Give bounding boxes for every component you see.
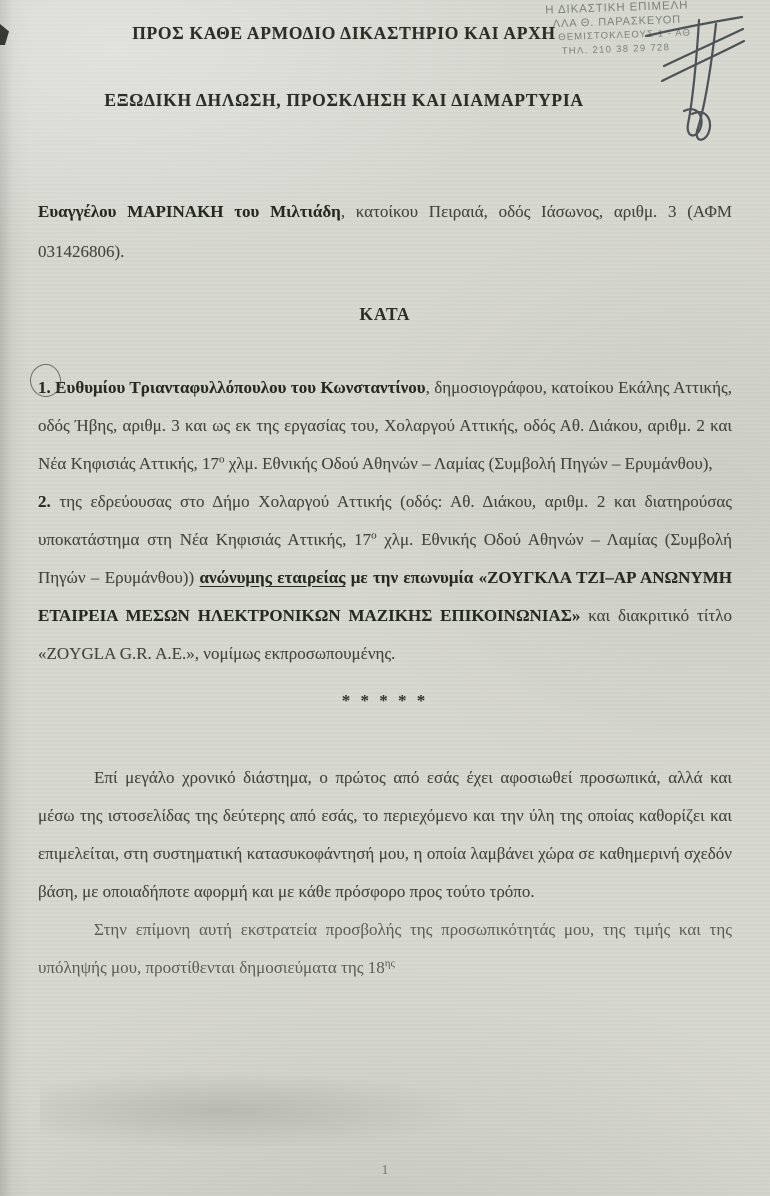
ordinal-superscript: ο <box>371 529 377 542</box>
body-paragraph-2-text: Στην επίμονη αυτή εκστρατεία προσβολής της προσωπικότητάς μου, της τιμής και της υπόληψής μου, προστίθενται δημοσιεύματα της 18 <box>38 920 732 977</box>
document-type-title: ΕΞΩΔΙΚΗ ΔΗΛΩΣΗ, ΠΡΟΣΚΛΗΣΗ ΚΑΙ ΔΙΑΜΑΡΤΥΡΙΑ <box>104 90 584 110</box>
defendant1-name: Ευθυμίου Τριανταφυλλόπουλου του Κωνσταντίνου <box>50 378 426 397</box>
stamp-line-1: Η ΔΙΚΑΣΤΙΚΗ ΕΠΙΜΕΛΗ <box>545 0 689 17</box>
defendant2-number: 2. <box>38 492 51 511</box>
page-number: 1 <box>381 1163 389 1178</box>
defendant1-paragraph <box>38 369 732 483</box>
ordinal-superscript: ο <box>219 453 225 466</box>
plaintiff-details: , κατοίκου Πειραιά, οδός Ιάσωνος, αριθμ. 3 (ΑΦΜ 031426806). <box>38 202 732 261</box>
stamp-line-3: ΘΕΜΙΣΤΟΚΛΕΟΥΣ 1 - ΑΘ <box>558 27 692 44</box>
ordinal-superscript: ης <box>384 957 395 970</box>
defendant2-details-b: χλμ. Εθνικής Οδού Αθηνών – Λαμίας (Συμβολή Πηγών – Ερυμάνθου)) <box>38 530 733 587</box>
scan-smudge <box>40 1072 470 1146</box>
defendant1-details-a: , δημοσιογράφου, κατοίκου Εκάλης Αττικής, οδός Ήβης, αριθμ. 3 και ως εκ της εργασίας του, Χολαργού Αττικής, οδός Αθ. Διάκου, αριθμ. 2 και Νέα Κηφισιάς Αττικής, 17 <box>38 378 732 473</box>
defendant1-number-circled <box>38 369 51 407</box>
body-paragraph-1: Επί μεγάλο χρονικό διάστημα, ο πρώτος από εσάς έχει αφοσιωθεί προσωπικά, αλλά και μέσω της ιστοσελίδας της δεύτερης από εσάς, το περιεχόμενο και την ύλη της οποίας καθορίζει και επιμελείται, στη συστηματική κατασυκοφάντησή μου, η οποία λαμβάνει χώρα σε καθημερινή σχεδόν βάση, με οποιαδήποτε αφορμή και με κάθε πρόσφορο προς τούτο τρόπο. <box>38 768 732 901</box>
stamp-line-2: ΛΛΑ Θ. ΠΑΡΑΣΚΕΥΟΠ <box>552 13 682 31</box>
plaintiff-name: Ευαγγέλου ΜΑΡΙΝΑΚΗ του Μιλτιάδη <box>38 202 341 221</box>
plaintiff-paragraph <box>38 192 732 272</box>
defendant2-entity-type: ανώνυμης εταιρείας <box>199 568 346 587</box>
defendant2-details-c: και διακριτικό τίτλο «ZOYGLA G.R. A.E.», νομίμως εκπροσωπουμένης. <box>38 606 732 663</box>
document-body <box>38 0 732 987</box>
versus-label: ΚΑΤΑ <box>359 304 411 324</box>
defendant1-number: 1. <box>38 378 51 397</box>
scan-artifact <box>0 24 9 45</box>
stamp-line-4: ΤΗΛ. 210 38 29 728 <box>561 42 671 57</box>
body-paragraph-2 <box>38 911 732 987</box>
defendant2-paragraph <box>38 483 732 673</box>
section-separator: * * * * * <box>341 691 429 710</box>
defendant2-details-a: της εδρεύουσας στο Δήμο Χολαργού Αττικής (οδός: Αθ. Διάκου, αριθμ. 2 και διατηρούσας υποκατάστημα στη Νέα Κηφισιάς Αττικής, 17 <box>38 492 732 549</box>
document-recipient-title: ΠΡΟΣ ΚΑΘΕ ΑΡΜΟΔΙΟ ΔΙΚΑΣΤΗΡΙΟ ΚΑΙ ΑΡΧΗ <box>132 23 556 43</box>
defendant1-details-b: χλμ. Εθνικής Οδού Αθηνών – Λαμίας (Συμβολή Πηγών – Ερυμάνθου), <box>224 454 713 473</box>
defendant2-company-name: με την επωνυμία «ΖΟΥΓΚΛΑ ΤΖΙ–ΑΡ ΑΝΩΝΥΜΗ ΕΤΑΙΡΕΙΑ ΜΕΣΩΝ ΗΛΕΚΤΡΟΝΙΚΩΝ ΜΑΖΙΚΗΣ ΕΠΙΚΟΙΝΩΝΙΑΣ» <box>38 568 732 625</box>
